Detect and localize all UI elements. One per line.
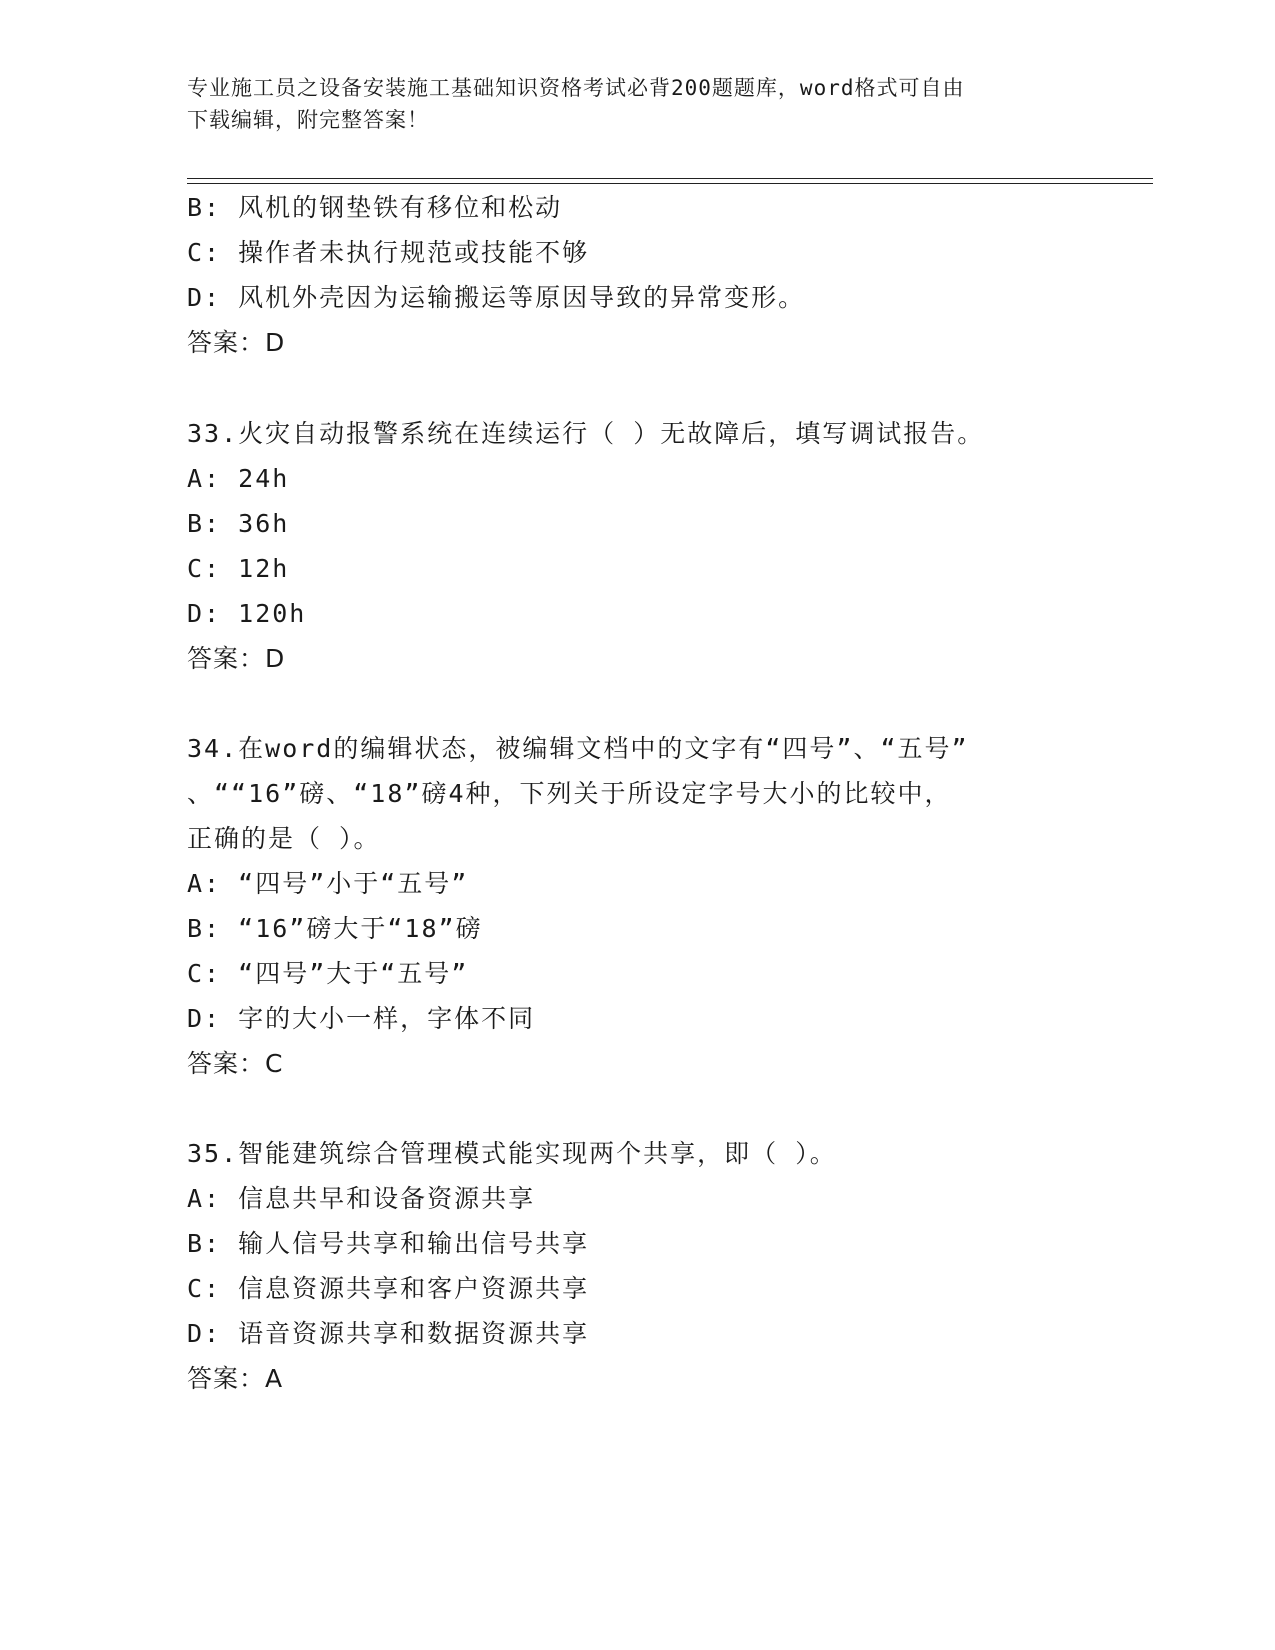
q35-question: 35.智能建筑综合管理模式能实现两个共享，即（ ）。 — [187, 1139, 837, 1168]
q33-question: 33.火灾自动报警系统在连续运行（ ）无故障后，填写调试报告。 — [187, 419, 985, 448]
q32-option-b: B: 风机的钢垫铁有移位和松动 — [187, 193, 563, 222]
document-header — [187, 72, 1087, 136]
q34-option-c: C: “四号”大于“五号” — [187, 959, 469, 988]
header-divider-top — [187, 178, 1153, 179]
q35-option-c: C: 信息资源共享和客户资源共享 — [187, 1274, 590, 1303]
q34-question-line-1: 34.在word的编辑状态，被编辑文档中的文字有“四号”、“五号” — [187, 734, 969, 763]
q35-answer: 答案：A — [187, 1364, 284, 1393]
q33-option-a: A: 24h — [187, 464, 290, 493]
header-divider-bottom — [187, 183, 1153, 184]
q33-option-b: B: 36h — [187, 509, 290, 538]
q34-option-a: A: “四号”小于“五号” — [187, 869, 469, 898]
q35-option-a: A: 信息共早和设备资源共享 — [187, 1184, 536, 1213]
q32-answer: 答案：D — [187, 328, 286, 357]
q35-option-b: B: 输人信号共享和输出信号共享 — [187, 1229, 590, 1258]
q35-option-d: D: 语音资源共享和数据资源共享 — [187, 1319, 590, 1348]
q32-option-d: D: 风机外壳因为运输搬运等原因导致的异常变形。 — [187, 283, 806, 312]
q33-option-c: C: 12h — [187, 554, 290, 583]
q32-option-c: C: 操作者未执行规范或技能不够 — [187, 238, 590, 267]
q33-option-d: D: 120h — [187, 599, 307, 628]
q34-option-d: D: 字的大小一样，字体不同 — [187, 1004, 536, 1033]
q34-question-line-2: 、““16”磅、“18”磅4种，下列关于所设定字号大小的比较中， — [187, 779, 952, 808]
q34-question-line-3: 正确的是（ ）。 — [187, 824, 381, 853]
header-line-1: 专业施工员之设备安装施工基础知识资格考试必背200题题库，word格式可自由 — [187, 76, 965, 100]
q33-answer: 答案：D — [187, 644, 286, 673]
header-line-2: 下载编辑，附完整答案！ — [187, 108, 429, 132]
q34-option-b: B: “16”磅大于“18”磅 — [187, 914, 483, 943]
q34-answer: 答案：C — [187, 1049, 284, 1078]
